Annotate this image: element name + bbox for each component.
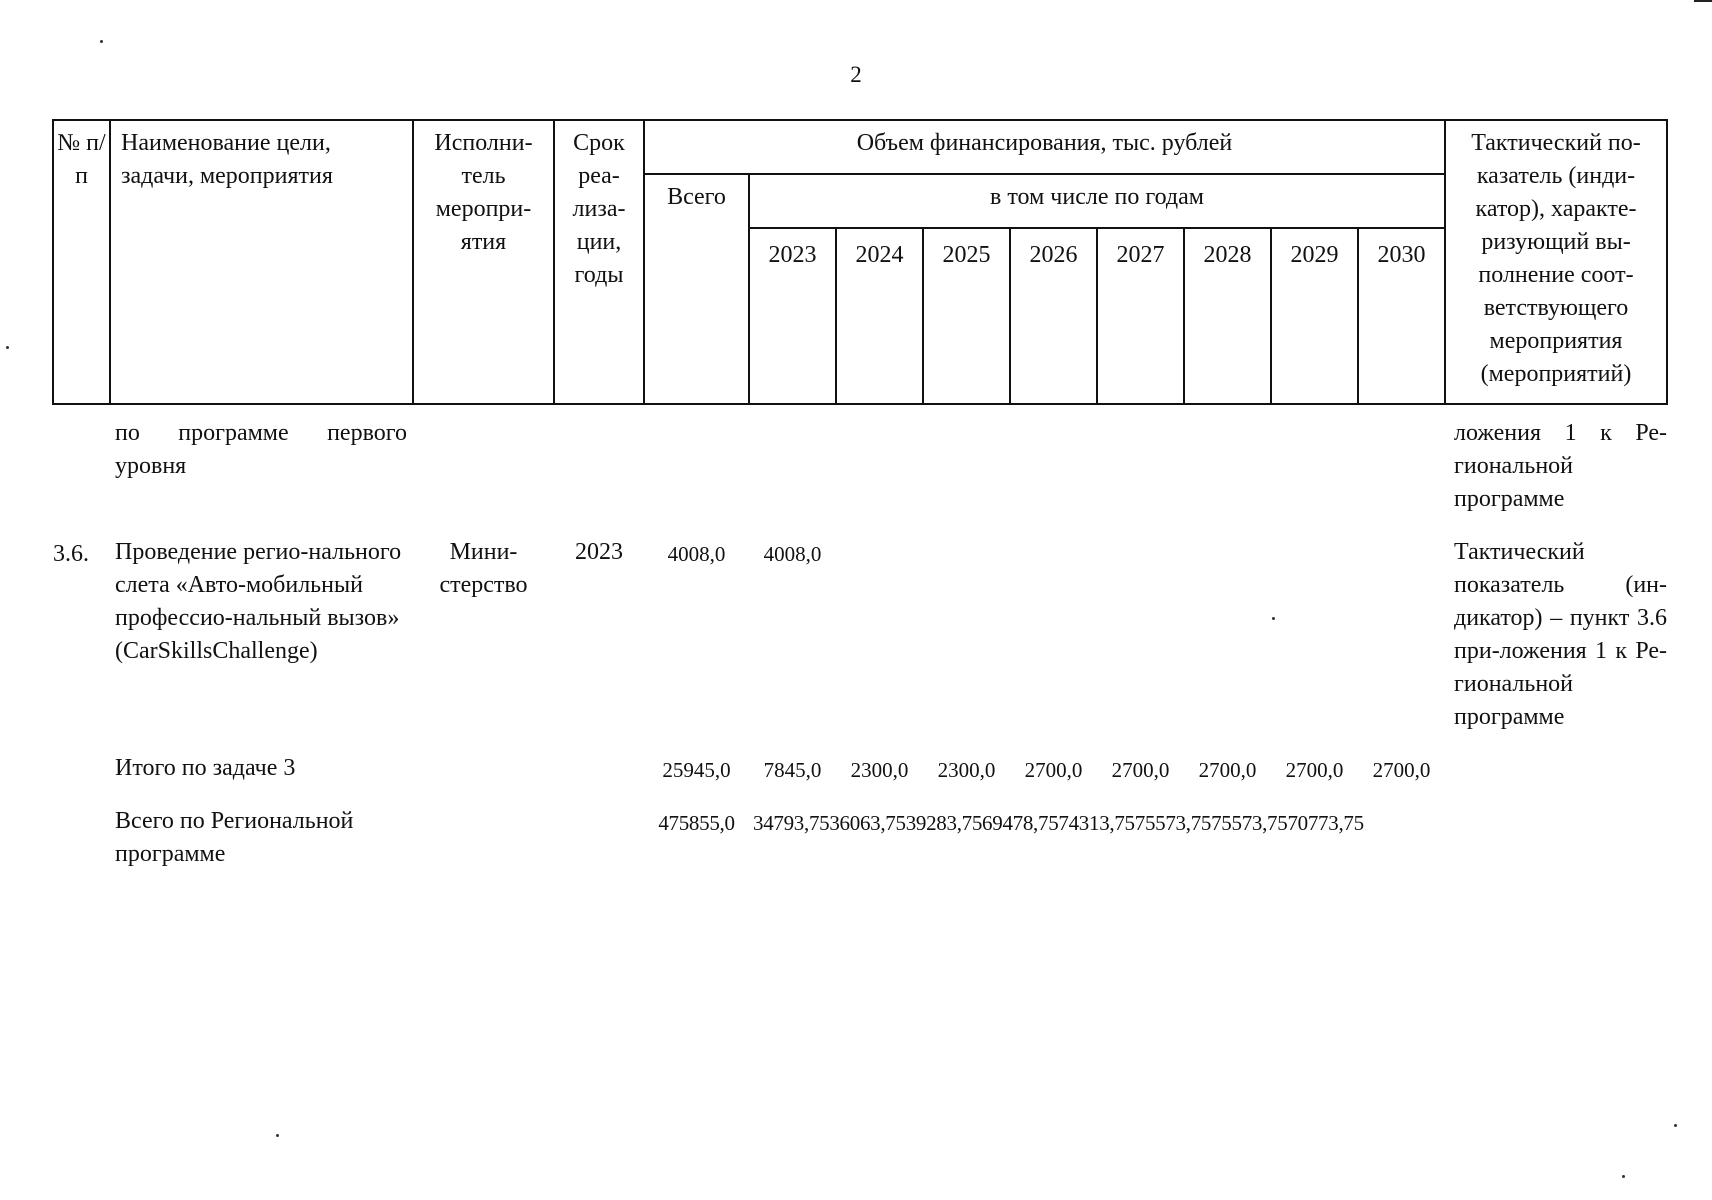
header-year: 2023 (749, 228, 836, 404)
row-year-value: 2700,0 (1285, 758, 1344, 782)
scan-edge-mark (1694, 0, 1712, 2)
header-year: 2028 (1184, 228, 1271, 404)
header-year: 2024 (836, 228, 923, 404)
header-funding: Объем финансирования, тыс. рублей (644, 120, 1445, 174)
scan-speck (1622, 1175, 1625, 1178)
header-year: 2027 (1097, 228, 1184, 404)
row-name: Всего по Региональной программе (115, 808, 354, 867)
header-year: 2029 (1271, 228, 1358, 404)
table-row-grand-total (53, 805, 1667, 871)
scan-speck (1272, 617, 1275, 620)
row-years-overprinted: 34793,7536063,7539283,7569478,7574313,7575573,7575573,7570773,75 (753, 811, 1364, 835)
table-row-3-6 (53, 536, 1667, 734)
row-term: 2023 (575, 539, 623, 565)
row-name: Итого по задаче 3 (115, 755, 296, 781)
row-total: 4008,0 (667, 542, 726, 566)
row-total: 25945,0 (662, 758, 731, 782)
header-year: 2025 (923, 228, 1010, 404)
row-year-value: 2700,0 (1372, 758, 1431, 782)
row-year-value: 2300,0 (937, 758, 996, 782)
header-executor: Исполни-тель меропри-ятия (413, 120, 554, 404)
row-year-value: 2700,0 (1111, 758, 1170, 782)
table-row-task3-total (53, 752, 1667, 787)
header-by-years: в том числе по годам (749, 174, 1445, 228)
header-indicator: Тактический по-казатель (инди-катор), характе-ризующий вы-полнение соот-ветствующего мероприятия (мероприятий) (1445, 120, 1667, 404)
row-number: 3.6. (53, 541, 89, 567)
table-row-continuation (53, 417, 1667, 516)
row-name: по программе первого уровня (115, 420, 407, 479)
row-indicator: Тактический показатель (ин-дикатор) – пункт 3.6 при-ложения 1 к Ре-гиональной программе (1454, 539, 1667, 730)
page-number: 2 (850, 62, 862, 87)
scan-speck (6, 346, 9, 349)
scan-speck (100, 40, 103, 43)
row-year-value: 7845,0 (763, 758, 822, 782)
scan-speck (1674, 1124, 1677, 1127)
header-name: Наименование цели, задачи, мероприятия (110, 120, 413, 404)
header-term: Срок реа-лиза-ции, годы (554, 120, 644, 404)
funding-table (52, 119, 1668, 871)
scan-speck (276, 1134, 279, 1137)
row-year-value: 2700,0 (1024, 758, 1083, 782)
row-year-value: 2700,0 (1198, 758, 1257, 782)
header-total: Всего (644, 174, 749, 404)
header-year: 2030 (1358, 228, 1445, 404)
row-executor: Мини-стерство (439, 539, 528, 598)
row-year-value: 2300,0 (850, 758, 909, 782)
header-num: № п/п (53, 120, 110, 404)
table-body (53, 404, 1667, 871)
row-total: 475855,0 (658, 811, 735, 835)
table-header (53, 120, 1667, 404)
header-year: 2026 (1010, 228, 1097, 404)
row-name: Проведение регио-нального слета «Авто-мобильный профессио-нальный вызов» (CarSkillsChallenge) (115, 539, 402, 664)
row-indicator: ложения 1 к Ре-гиональной программе (1454, 420, 1667, 512)
row-year-2023: 4008,0 (763, 542, 822, 566)
